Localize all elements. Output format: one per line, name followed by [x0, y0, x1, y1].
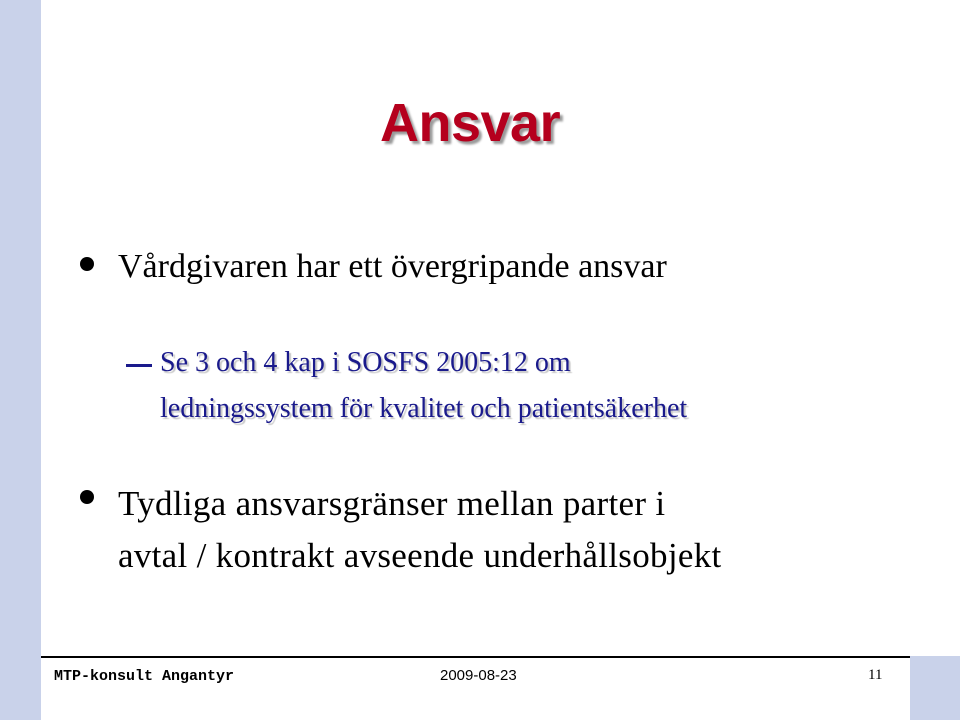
bullet-text-line-2: avtal / kontrakt avseende underhållsobjekt [118, 536, 722, 575]
bullet-text-line-1: Tydliga ansvarsgränser mellan parter i [118, 484, 666, 523]
bullet-dot-icon [80, 490, 94, 504]
bullet-dot-icon [80, 257, 94, 271]
footer-divider [41, 656, 910, 658]
dash-icon [126, 364, 152, 367]
left-decorative-bar [0, 0, 41, 720]
footer-page-number: 11 [868, 667, 883, 683]
sub-bullet-text-line-2: ledningssystem för kvalitet och patientsäkerhet [160, 393, 688, 424]
footer-date: 2009-08-23 [440, 667, 517, 684]
footer-decorative-block [910, 656, 960, 720]
sub-bullet-text-line-1: Se 3 och 4 kap i SOSFS 2005:12 om [160, 347, 571, 378]
footer-author: MTP-konsult Angantyr [54, 668, 235, 685]
slide-title: Ansvar [380, 93, 561, 153]
bullet-text: Vårdgivaren har ett övergripande ansvar [118, 248, 667, 285]
